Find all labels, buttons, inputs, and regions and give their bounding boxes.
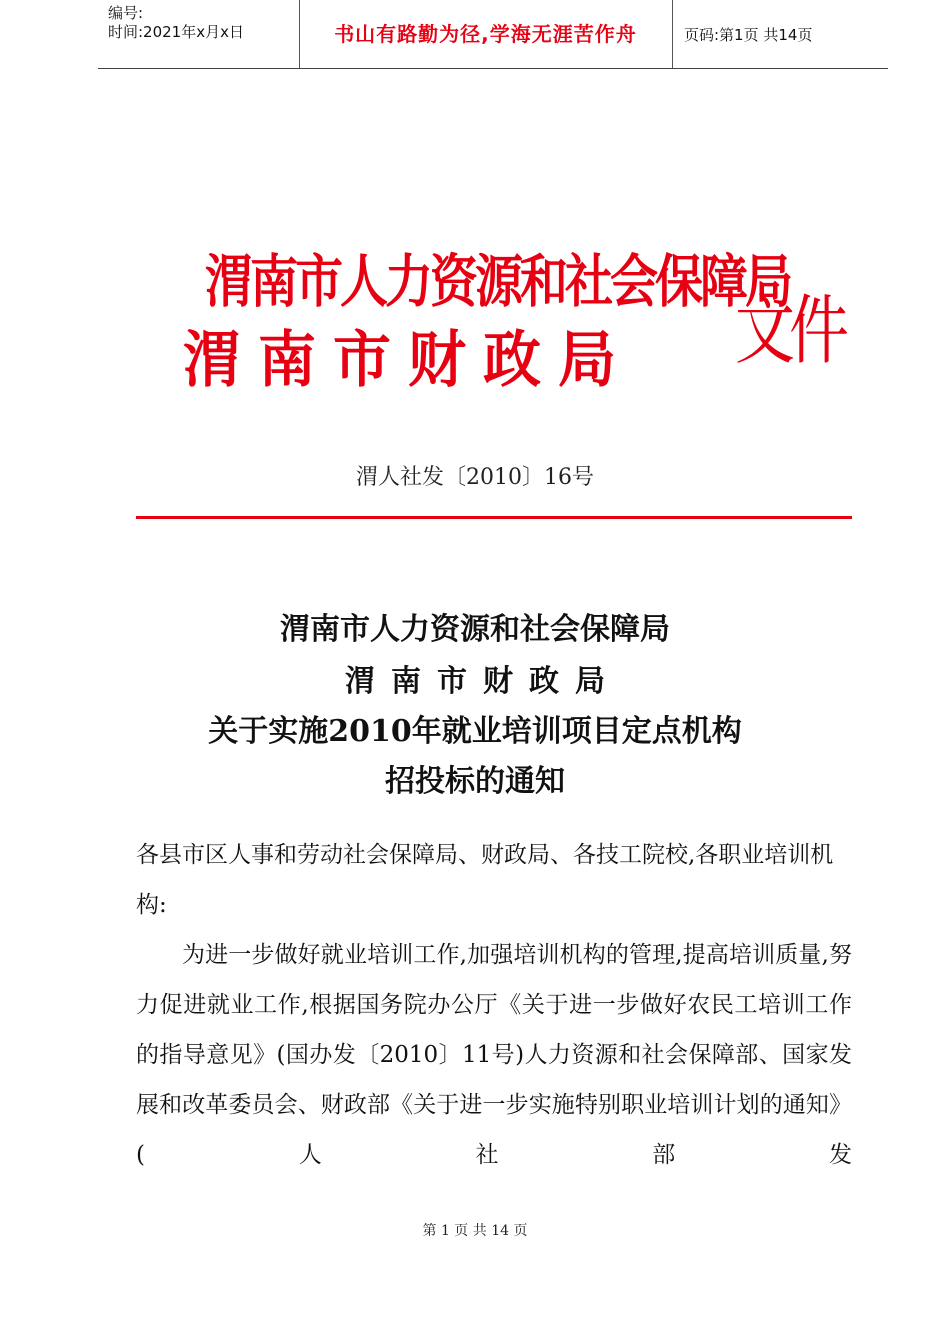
title-line2: 渭南市财政局 <box>345 664 621 699</box>
title-line1: 渭南市人力资源和社会保障局 <box>280 612 670 647</box>
masthead-org-line2: 渭南市财政局 <box>183 323 634 396</box>
salutation: 各县市区人事和劳动社会保障局、财政局、各技工院校,各职业培训机构: <box>136 842 834 918</box>
title-line4: 招投标的通知 <box>385 764 565 799</box>
document-number: 渭人社发〔2010〕16号 <box>356 465 594 490</box>
page-header <box>98 0 888 69</box>
page-footer: 第 1 页 共 14 页 <box>422 1223 528 1239</box>
time-label: 时间:2021年x月x日 <box>108 23 244 41</box>
body-paragraph-1: 为进一步做好就业培训工作,加强培训机构的管理,提高培训质量,努力促进就业工作,根据国务院办公厅《关于进一步做好农民工培训工作的指导意见》(国办发〔2010〕11号)人力资源和社会保障部、国家发展和改革委员会、财政部《关于进一步实施特别职业培训计划的通知》(人社部发 <box>136 942 852 1168</box>
red-divider <box>136 516 852 519</box>
masthead-suffix: 文件 <box>735 287 843 375</box>
masthead-org-line1: 渭南市人力资源和社会保障局 <box>205 249 791 316</box>
header-divider-right <box>672 0 673 68</box>
header-meta <box>108 4 298 42</box>
header-page-info: 页码:第1页 共14页 <box>684 26 813 44</box>
serial-label: 编号: <box>108 4 144 22</box>
header-motto: 书山有路勤为径,学海无涯苦作舟 <box>334 22 637 46</box>
title-line3: 关于实施2010年就业培训项目定点机构 <box>208 714 742 749</box>
